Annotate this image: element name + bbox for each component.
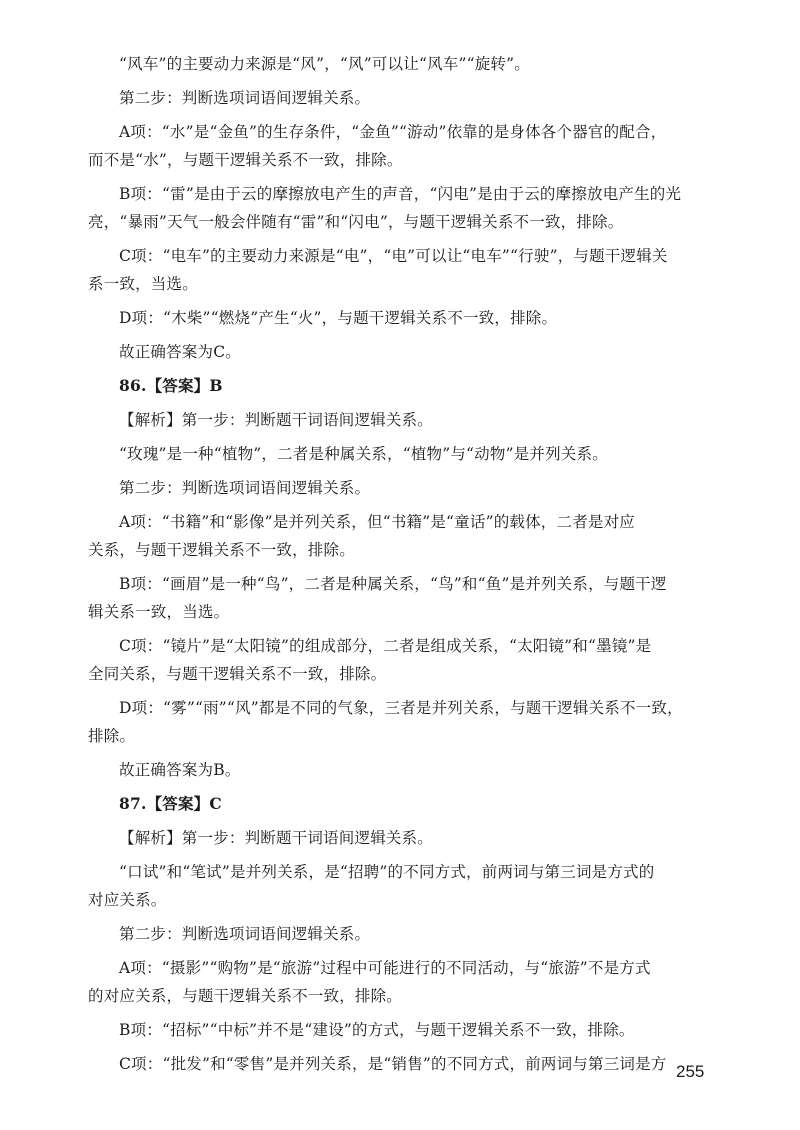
text-line: C项：“电车”的主要动力来源是“电”，“电”可以让“电车”“行驶”，与题干逻辑关 (119, 247, 668, 265)
text-line: 对应关系。 (88, 891, 167, 909)
text-line: B项：“画眉”是一种“鸟”，二者是种属关系，“鸟”和“鱼”是并列关系，与题干逻 (119, 575, 667, 593)
text-line: 第二步：判断选项词语间逻辑关系。 (119, 925, 371, 943)
text-line: 辑关系一致，当选。 (88, 603, 230, 621)
page-body (88, 50, 728, 1078)
analysis-heading: 【解析】第一步：判断题干词语间逻辑关系。 (119, 411, 434, 429)
text-line: “口试”和“笔试”是并列关系，是“招聘”的不同方式，前两词与第三词是方式的 (119, 863, 655, 881)
text-line: “风车”的主要动力来源是“风”，“风”可以让“风车”“旋转”。 (119, 55, 530, 73)
text-line: 第二步：判断选项词语间逻辑关系。 (119, 89, 371, 107)
text-line: 关系，与题干逻辑关系不一致，排除。 (88, 541, 355, 559)
text-line: 故正确答案为B。 (119, 761, 241, 779)
text-line: C项：“镜片”是“太阳镜”的组成部分，二者是组成关系，“太阳镜”和“墨镜”是 (119, 637, 652, 655)
answer-heading: 87.【答案】C (119, 794, 222, 813)
text-line: 排除。 (88, 727, 136, 745)
text-line: 的对应关系，与题干逻辑关系不一致，排除。 (88, 987, 403, 1005)
text-line: B项：“招标”“中标”并不是“建设”的方式，与题干逻辑关系不一致，排除。 (119, 1021, 635, 1039)
text-line: A项：“书籍”和“影像”是并列关系，但“书籍”是“童话”的载体，二者是对应 (119, 513, 635, 531)
text-line: 全同关系，与题干逻辑关系不一致，排除。 (88, 665, 387, 683)
text-line: A项：“摄影”“购物”是“旅游”过程中可能进行的不同活动，与“旅游”不是方式 (119, 959, 651, 977)
text-line: “玫瑰”是一种“植物”，二者是种属关系，“植物”与“动物”是并列关系。 (119, 445, 608, 463)
text-line: B项：“雷”是由于云的摩擦放电产生的声音，“闪电”是由于云的摩擦放电产生的光 (119, 185, 682, 203)
text-line: A项：“水”是“金鱼”的生存条件，“金鱼”“游动”依靠的是身体各个器官的配合， (119, 123, 667, 141)
analysis-heading: 【解析】第一步：判断题干词语间逻辑关系。 (119, 829, 434, 847)
text-line: 亮，“暴雨”天气一般会伴随有“雷”和“闪电”，与题干逻辑关系不一致，排除。 (88, 213, 624, 231)
text-line: 而不是“水”，与题干逻辑关系不一致，排除。 (88, 151, 403, 169)
page-number: 255 (676, 1062, 705, 1081)
answer-heading: 86.【答案】B (119, 376, 223, 395)
text-line: 故正确答案为C。 (119, 343, 241, 361)
text-line: D项：“雾”“雨”“风”都是不同的气象，三者是并列关系，与题干逻辑关系不一致， (119, 699, 683, 717)
text-line: D项：“木柴”“燃烧”产生“火”，与题干逻辑关系不一致，排除。 (119, 309, 558, 327)
text-line: 系一致，当选。 (88, 275, 198, 293)
text-line: 第二步：判断选项词语间逻辑关系。 (119, 479, 371, 497)
text-line: C项：“批发”和“零售”是并列关系，是“销售”的不同方式，前两词与第三词是方 (119, 1055, 667, 1073)
